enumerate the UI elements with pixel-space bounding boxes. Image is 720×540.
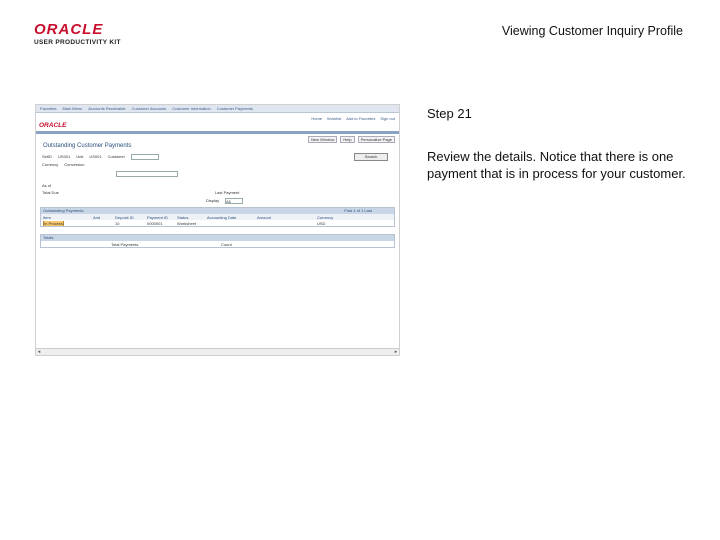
nav-customer-information[interactable]: Customer Information — [172, 106, 211, 111]
scroll-left-icon[interactable]: ◂ — [37, 349, 41, 355]
top-navigation — [36, 105, 399, 113]
worklist-link[interactable]: Worklist — [327, 116, 342, 121]
rate-row — [116, 171, 178, 177]
display-select-value: All — [226, 199, 231, 204]
header-links — [311, 116, 395, 121]
conversion-label: Conversion — [64, 162, 85, 167]
sign-out-link[interactable]: Sign out — [380, 116, 395, 121]
col-item: Item — [43, 214, 51, 220]
selection-row — [42, 154, 159, 160]
step-title: Step 21 — [427, 106, 472, 121]
customer-input[interactable] — [131, 154, 159, 160]
personalize-page-link[interactable]: Personalize Page — [358, 136, 395, 143]
oracle-upk-logo — [34, 22, 134, 46]
add-to-favorites-link[interactable]: Add to Favorites — [346, 116, 376, 121]
outstanding-payments-grid — [40, 207, 395, 227]
oracle-logo-text: ORACLE — [34, 21, 104, 38]
help-link[interactable]: Help — [340, 136, 354, 143]
cell-currency: USD — [317, 220, 326, 226]
grid-pagination[interactable]: First 1 of 1 Last — [344, 208, 372, 213]
totals-grid — [40, 234, 395, 248]
nav-customer-accounts[interactable]: Customer Accounts — [131, 106, 167, 111]
col-deposit-id: Deposit ID — [115, 214, 134, 220]
scroll-right-icon[interactable]: ▸ — [394, 349, 398, 355]
search-button[interactable]: Search — [354, 153, 388, 161]
horizontal-scrollbar[interactable] — [36, 348, 399, 355]
unit-label: Unit — [76, 154, 84, 159]
as-of-row — [42, 183, 51, 188]
nav-customer-payments[interactable]: Customer Payments — [216, 106, 253, 111]
customer-label: Customer — [107, 154, 125, 159]
totals-caption: Totals — [41, 235, 394, 241]
page-heading: Outstanding Customer Payments — [43, 143, 132, 149]
setid-label: SetID — [42, 154, 53, 159]
total-due-row — [42, 190, 239, 195]
display-label: Display — [206, 198, 220, 203]
grid-caption-label: Outstanding Payments — [43, 208, 84, 213]
grid-caption — [41, 208, 394, 214]
page-title: Viewing Customer Inquiry Profile — [501, 24, 683, 38]
display-select[interactable] — [225, 198, 243, 204]
step-description: Review the details. Notice that there is one payment that is in process for your customer. — [427, 149, 686, 181]
col-accounting-date: Accounting Date — [207, 214, 237, 220]
new-window-link[interactable]: New Window — [308, 136, 337, 143]
as-of-label: As of — [42, 183, 52, 188]
grid-header — [41, 214, 394, 220]
rate-type-select[interactable] — [116, 171, 178, 177]
nav-accounts-receivable[interactable]: Accounts Receivable — [88, 106, 126, 111]
in-process-button[interactable]: In Process — [44, 220, 63, 226]
cell-item — [41, 221, 91, 226]
nav-main-menu[interactable]: Main Menu — [62, 106, 83, 111]
col-payment-id: Payment ID — [147, 214, 168, 220]
currency-row — [42, 162, 84, 167]
total-payments-label: Total Payments — [111, 241, 139, 247]
page-links — [308, 136, 395, 143]
setid-value: US001 — [58, 154, 71, 159]
totals-row — [41, 241, 394, 247]
col-amount: Amount — [257, 214, 271, 220]
cell-status: Worksheet — [177, 220, 197, 226]
table-row — [41, 220, 394, 226]
total-due-label: Total Due — [42, 190, 59, 195]
col-status: Status — [177, 214, 189, 220]
last-payment-label: Last Payment — [214, 190, 240, 195]
cell-deposit-id: 10 — [115, 220, 120, 226]
nav-favorites[interactable]: Favorites — [40, 106, 57, 111]
col-currency: Currency — [317, 214, 334, 220]
cell-payment-id: 0000001 — [147, 220, 163, 226]
application-screenshot — [35, 104, 400, 356]
unit-value: US001 — [89, 154, 102, 159]
count-label: Count — [221, 241, 232, 247]
home-link[interactable]: Home — [311, 116, 323, 121]
currency-label: Currency — [42, 162, 59, 167]
upk-logo-text: USER PRODUCTIVITY KIT — [34, 39, 121, 46]
col-amt: Amt — [93, 214, 101, 220]
oracle-app-logo: ORACLE — [39, 122, 67, 129]
display-row — [206, 198, 243, 204]
header-divider — [36, 131, 399, 134]
